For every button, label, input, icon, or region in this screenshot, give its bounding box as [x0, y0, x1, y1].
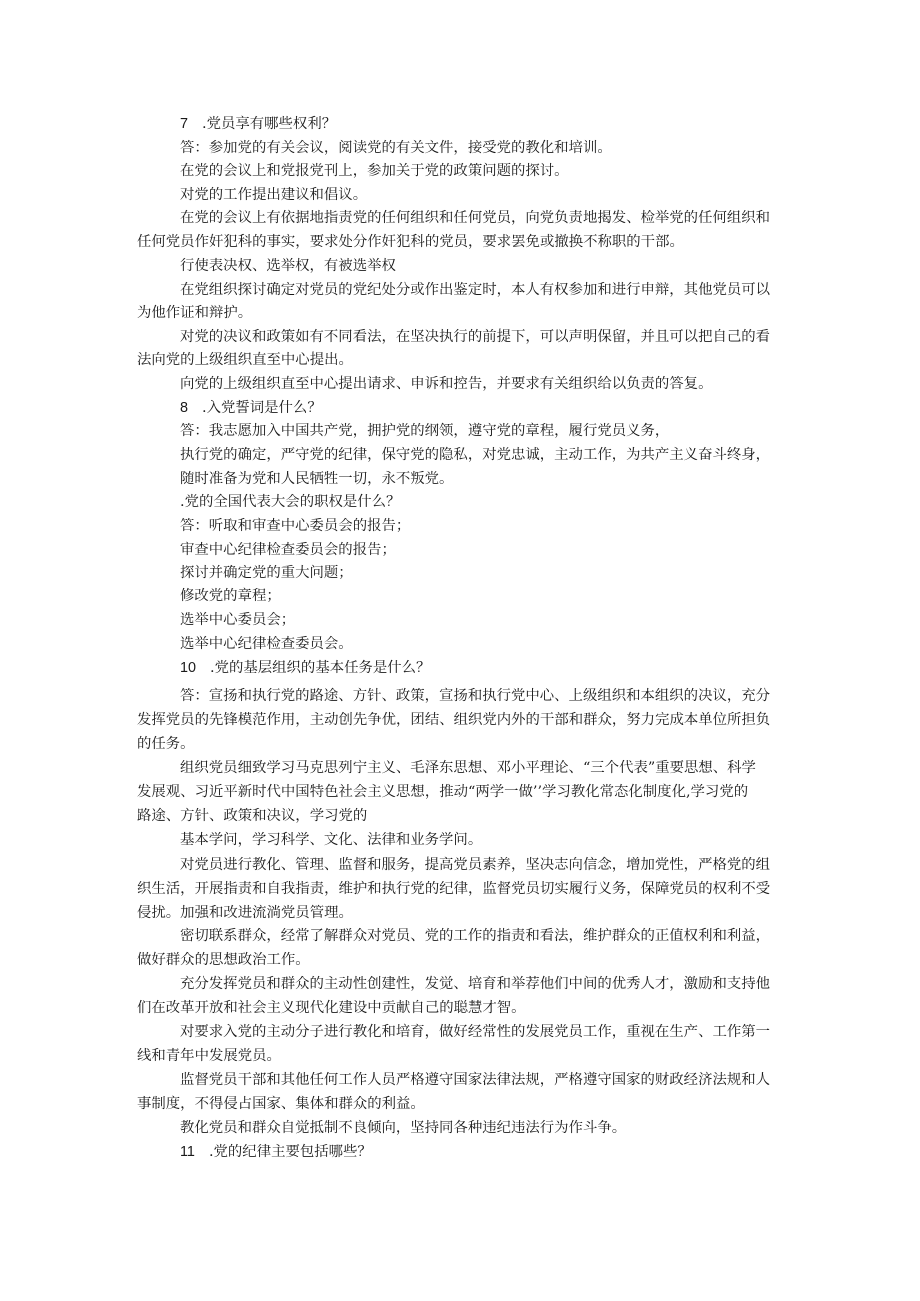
question-text: .党的基层组织的基本任务是什么？: [210, 660, 431, 676]
answer-line: 审查中心纪律检查委员会的报告；: [180, 542, 396, 558]
answer-line: 侵扰。加强和改进流淌党员管理。: [137, 905, 353, 921]
answer-line: 事制度，不得侵占国家、集体和群众的利益。: [137, 1096, 425, 1112]
answer-line: 的任务。: [137, 736, 195, 752]
answer-line: 在党的会议上和党报党刊上，参加关于党的政策问题的探讨。: [180, 163, 569, 179]
answer-line: 组织党员细致学习马克思列宁主义、毛泽东思想、邓小平理论、“三个代表”重要思想、科学: [180, 760, 756, 776]
question-heading: [180, 114, 336, 134]
answer-line: 答：参加党的有关会议，阅读党的有关文件，接受党的教化和培训。: [180, 140, 612, 156]
answer-line: 向党的上级组织直至中心提出请求、申诉和控告，并要求有关组织给以负责的答复。: [180, 376, 713, 392]
answer-line: 对党的决议和政策如有不同看法，在坚决执行的前提下，可以声明保留，并且可以把自己的看: [180, 329, 771, 345]
answer-line: 教化党员和群众自觉抵制不良倾向，坚持同各种违纪违法行为作斗争。: [180, 1120, 627, 1136]
answer-line: 为他作证和辩护。: [137, 305, 253, 321]
answer-line: 路途、方针、政策和决议，学习党的: [137, 808, 368, 824]
answer-line: 选举中心委员会；: [180, 612, 296, 628]
answer-line: 充分发挥党员和群众的主动性创建性，发觉、培育和举荐他们中间的优秀人才，激励和支持他: [180, 976, 771, 992]
answer-line: 做好群众的思想政治工作。: [137, 952, 310, 968]
answer-line: 对要求入党的主动分子进行教化和培育，做好经常性的发展党员工作，重视在生产、工作第一: [180, 1024, 771, 1040]
question-number: 11: [180, 1144, 195, 1160]
question-heading: [180, 658, 430, 678]
answer-line: 对党员进行教化、管理、监督和服务，提高党员素养，坚决志向信念，增加党性，严格党的组: [180, 857, 771, 873]
question-text: .入党誓词是什么？: [202, 400, 322, 416]
answer-line: 执行党的确定，严守党的纪律，保守党的隐私，对党忠诚，主动工作，为共产主义奋斗终身，: [180, 447, 771, 463]
answer-line: 发挥党员的先锋模范作用，主动创先争优，团结、组织党内外的干部和群众，努力完成本单位所担负: [137, 712, 771, 728]
answer-line: 线和青年中发展党员。: [137, 1048, 281, 1064]
question-number: 10: [180, 660, 197, 676]
question-text: .党员享有哪些权利？: [202, 116, 337, 132]
question-heading: [180, 1142, 372, 1162]
answer-line: 法向党的上级组织直至中心提出。: [137, 352, 353, 368]
question-number: 8: [180, 400, 189, 416]
answer-line: 随时准备为党和人民牺牲一切，永不叛党。: [180, 471, 454, 487]
answer-line: 监督党员干部和其他任何工作人员严格遵守国家法律法规，严格遵守国家的财政经济法规和人: [180, 1072, 771, 1088]
answer-line: 探讨并确定党的重大问题；: [180, 565, 353, 581]
answer-line: 选举中心纪律检查委员会。: [180, 636, 353, 652]
question-heading: [180, 492, 400, 512]
answer-line: 织生活，开展指责和自我指责，维护和执行党的纪律，监督党员切实履行义务，保障党员的权利不受: [137, 881, 771, 897]
answer-line: 在党的会议上有依据地指责党的任何组织和任何党员，向党负责地揭发、检举党的任何组织和: [180, 210, 771, 226]
answer-line: 答：宣扬和执行党的路途、方针、政策，宣扬和执行党中心、上级组织和本组织的决议，充分: [180, 688, 771, 704]
answer-line: 答：我志愿加入中国共产党，拥护党的纲领，遵守党的章程，履行党员义务，: [180, 423, 670, 439]
answer-line: 答：听取和审查中心委员会的报告；: [180, 518, 411, 534]
answer-line: 修改党的章程；: [180, 588, 281, 604]
answer-line: 行使表决权、选举权，有被选举权: [180, 258, 396, 274]
question-heading: [180, 398, 322, 418]
answer-line: 发展观、习近平新时代中国特色社会主义思想，推动“两学一做’’学习教化常态化制度化,学习党的: [137, 784, 749, 800]
answer-line: 在党组织探讨确定对党员的党纪处分或作出鉴定时，本人有权参加和进行申辩，其他党员可以: [180, 282, 771, 298]
answer-line: 密切联系群众，经常了解群众对党员、党的工作的指责和看法，维护群众的正值权利和利益，: [180, 928, 771, 944]
question-text: .党的纪律主要包括哪些？: [208, 1144, 372, 1160]
answer-line: 对党的工作提出建议和倡议。: [180, 187, 368, 203]
answer-line: 基本学问，学习科学、文化、法律和业务学问。: [180, 832, 483, 848]
answer-line: 们在改革开放和社会主义现代化建设中贡献自己的聪慧才智。: [137, 1000, 526, 1016]
question-number: 7: [180, 116, 189, 132]
answer-line: 任何党员作奸犯科的事实，要求处分作奸犯科的党员，要求罢免或撤换不称职的干部。: [137, 234, 684, 250]
question-text: .党的全国代表大会的职权是什么？: [180, 494, 401, 510]
